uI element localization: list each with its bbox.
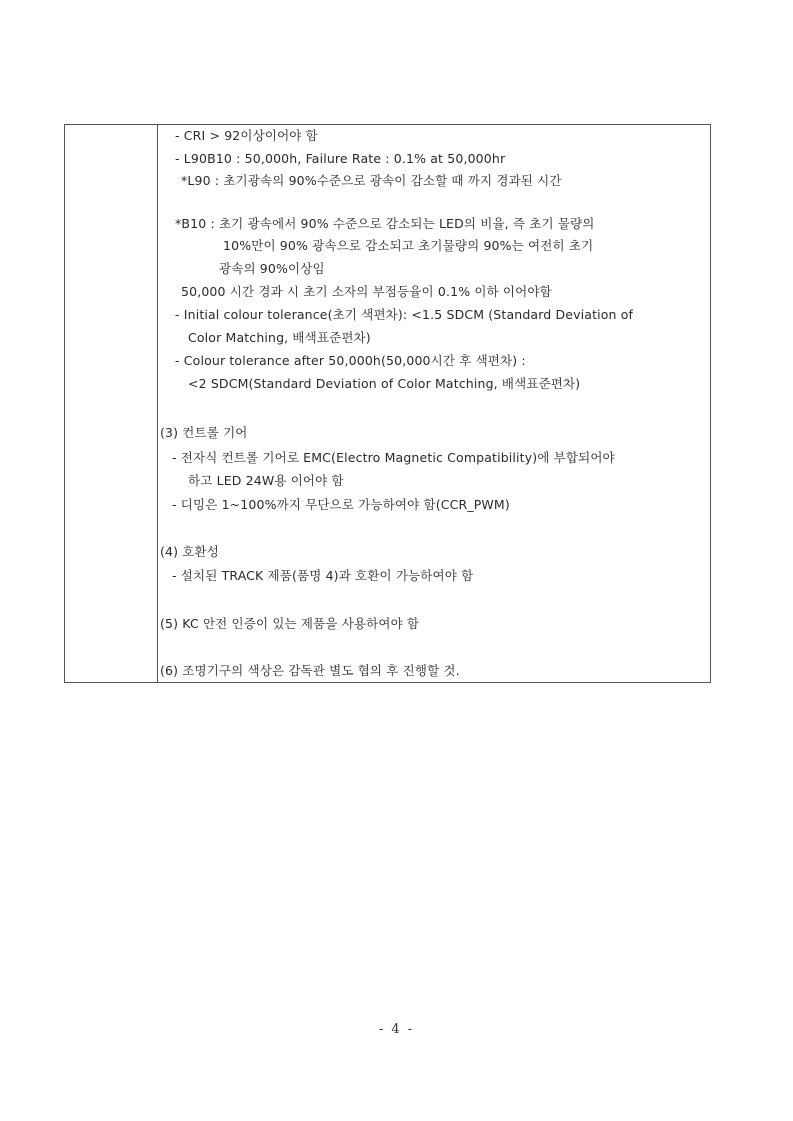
section-heading-compatibility: (4) 호환성 — [160, 544, 219, 559]
spec-line-colour-tolerance-cont: <2 SDCM(Standard Deviation of Color Matching, 배색표준편차) — [188, 376, 581, 391]
spec-line-b10-cont1: 10%만이 90% 광속으로 감소되고 초기물량의 90%는 여전히 초기 — [223, 238, 594, 253]
section-heading-color: (6) 조명기구의 색상은 감독관 별도 협의 후 진행할 것. — [160, 663, 460, 678]
spec-table — [64, 124, 711, 683]
spec-line-b10-note: *B10 : 초기 광속에서 90% 수준으로 감소되는 LED의 비율, 즉 초기 물량의 — [175, 216, 595, 231]
spec-line-colour-tolerance: - Colour tolerance after 50,000h(50,000시간 후 색편차) : — [175, 353, 526, 368]
table-column-divider — [157, 124, 158, 683]
page-number: - 4 - — [378, 1022, 415, 1037]
spec-line-l90-note: *L90 : 초기광속의 90%수준으로 광속이 감소할 때 까지 경과된 시간 — [181, 173, 562, 188]
spec-line-dimming: - 디밍은 1~100%까지 무단으로 가능하여야 함(CCR_PWM) — [172, 497, 510, 512]
spec-line-b10-cont2: 광속의 90%이상임 — [219, 261, 325, 276]
spec-line-initial-tolerance: - Initial colour tolerance(초기 색편차): <1.5 SDCM (Standard Deviation of — [175, 307, 634, 322]
spec-line-failure-rate: 50,000 시간 경과 시 초기 소자의 부점등율이 0.1% 이하 이어야함 — [181, 284, 552, 299]
section-heading-kc-certification: (5) KC 안전 인증이 있는 제품을 사용하여야 함 — [160, 616, 420, 631]
spec-line-emc: - 전자식 컨트롤 기어로 EMC(Electro Magnetic Compatibility)에 부합되어야 — [172, 450, 615, 465]
spec-line-track: - 설치된 TRACK 제품(품명 4)과 호환이 가능하여야 함 — [172, 568, 474, 583]
spec-line-emc-cont: 하고 LED 24W용 이어야 함 — [188, 473, 344, 488]
section-heading-control-gear: (3) 컨트롤 기어 — [160, 425, 248, 440]
spec-line-l90b10: - L90B10 : 50,000h, Failure Rate : 0.1% at 50,000hr — [175, 151, 506, 166]
spec-line-cri: - CRI > 92이상이어야 함 — [175, 128, 318, 143]
spec-line-initial-tolerance-cont: Color Matching, 배색표준편차) — [188, 330, 371, 345]
